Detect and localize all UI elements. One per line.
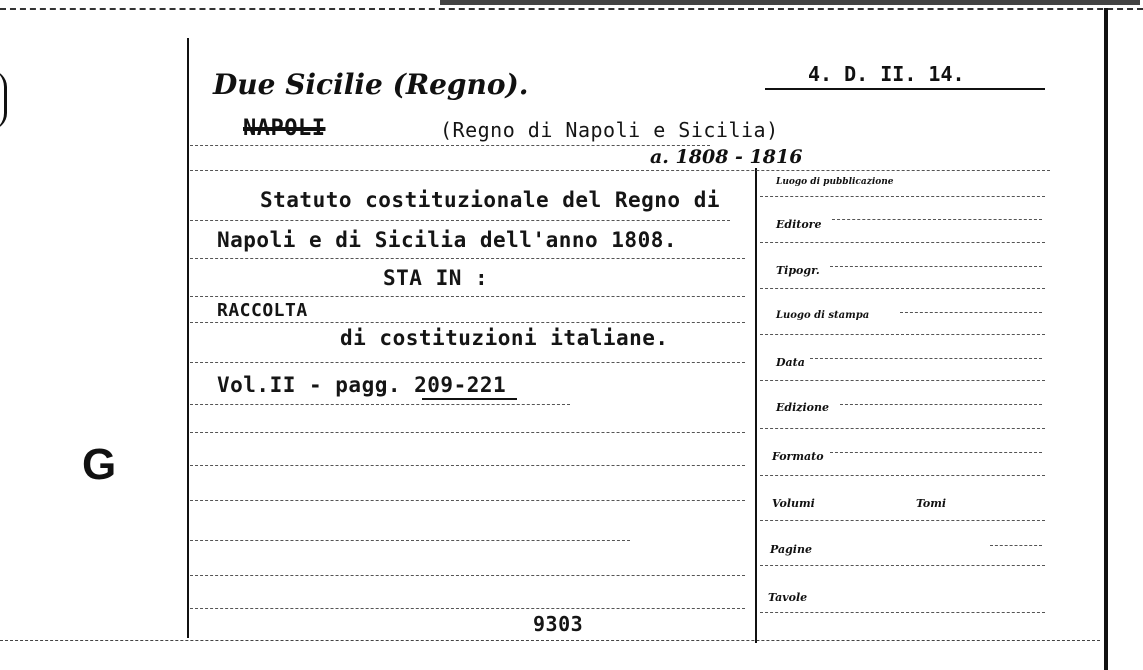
title-line-2: Napoli e di Sicilia dell'anno 1808.	[217, 228, 678, 252]
ruled-line	[190, 322, 745, 323]
field-luogo-stampa: Luogo di stampa	[776, 310, 870, 321]
field-line	[760, 565, 1045, 566]
field-formato: Formato	[772, 450, 824, 463]
collection-subtitle: di costituzioni italiane.	[340, 326, 669, 350]
field-data: Data	[776, 356, 805, 369]
left-scan-arc	[0, 70, 7, 130]
subheading: (Regno di Napoli e Sicilia)	[440, 118, 779, 142]
title-line-1: Statuto costituzionale del Regno di	[260, 188, 721, 212]
side-letter: G	[82, 440, 117, 489]
field-line	[830, 452, 1042, 453]
sta-in-label: STA IN :	[383, 266, 489, 290]
field-line	[760, 612, 1045, 613]
ruled-line	[190, 258, 745, 259]
field-line	[760, 475, 1045, 476]
field-tavole: Tavole	[768, 591, 808, 604]
field-line	[810, 358, 1042, 359]
field-line	[900, 312, 1042, 313]
field-tomi: Tomi	[916, 497, 947, 510]
volume-underline	[422, 398, 517, 400]
field-line	[840, 404, 1042, 405]
dates: a. 1808 - 1816	[650, 146, 803, 168]
ruled-line	[190, 362, 745, 363]
collection-title: RACCOLTA	[217, 300, 308, 321]
field-editore: Editore	[776, 218, 822, 231]
field-line	[760, 334, 1045, 335]
field-tipogr: Tipogr.	[776, 264, 820, 277]
left-margin-rule	[187, 38, 189, 638]
header-rule-2	[190, 170, 1050, 171]
struck-text: NAPOLI	[243, 116, 326, 141]
ruled-line	[190, 432, 745, 433]
right-scan-edge	[1104, 8, 1108, 670]
ruled-line	[190, 404, 570, 405]
field-line	[760, 428, 1045, 429]
bottom-scan-edge	[0, 640, 1100, 641]
ruled-line	[190, 500, 745, 501]
field-line	[760, 520, 1045, 521]
ruled-line	[190, 465, 745, 466]
ruled-line	[190, 220, 730, 221]
field-line	[760, 288, 1045, 289]
ruled-line	[190, 608, 745, 609]
top-scan-edge-2	[440, 0, 1140, 5]
field-line	[832, 219, 1042, 220]
volume-pages: Vol.II - pagg. 209-221	[217, 373, 507, 397]
inventory-number: 9303	[533, 612, 584, 636]
field-luogo-pubblicazione: Luogo di pubblicazione	[776, 177, 894, 187]
field-volumi: Volumi	[772, 497, 815, 510]
ruled-line	[190, 540, 630, 541]
field-line	[760, 196, 1045, 197]
shelfmark: 4. D. II. 14.	[808, 62, 965, 86]
field-line	[760, 380, 1045, 381]
handwritten-heading: Due Sicilie (Regno).	[213, 68, 529, 101]
field-line	[990, 545, 1042, 546]
ruled-line	[190, 575, 745, 576]
field-line	[760, 242, 1045, 243]
header-rule	[190, 145, 710, 146]
field-edizione: Edizione	[776, 401, 830, 414]
ruled-line	[190, 296, 745, 297]
field-line	[830, 266, 1042, 267]
field-pagine: Pagine	[770, 543, 812, 556]
shelfmark-underline	[765, 88, 1045, 90]
field-column-rule	[755, 168, 757, 643]
